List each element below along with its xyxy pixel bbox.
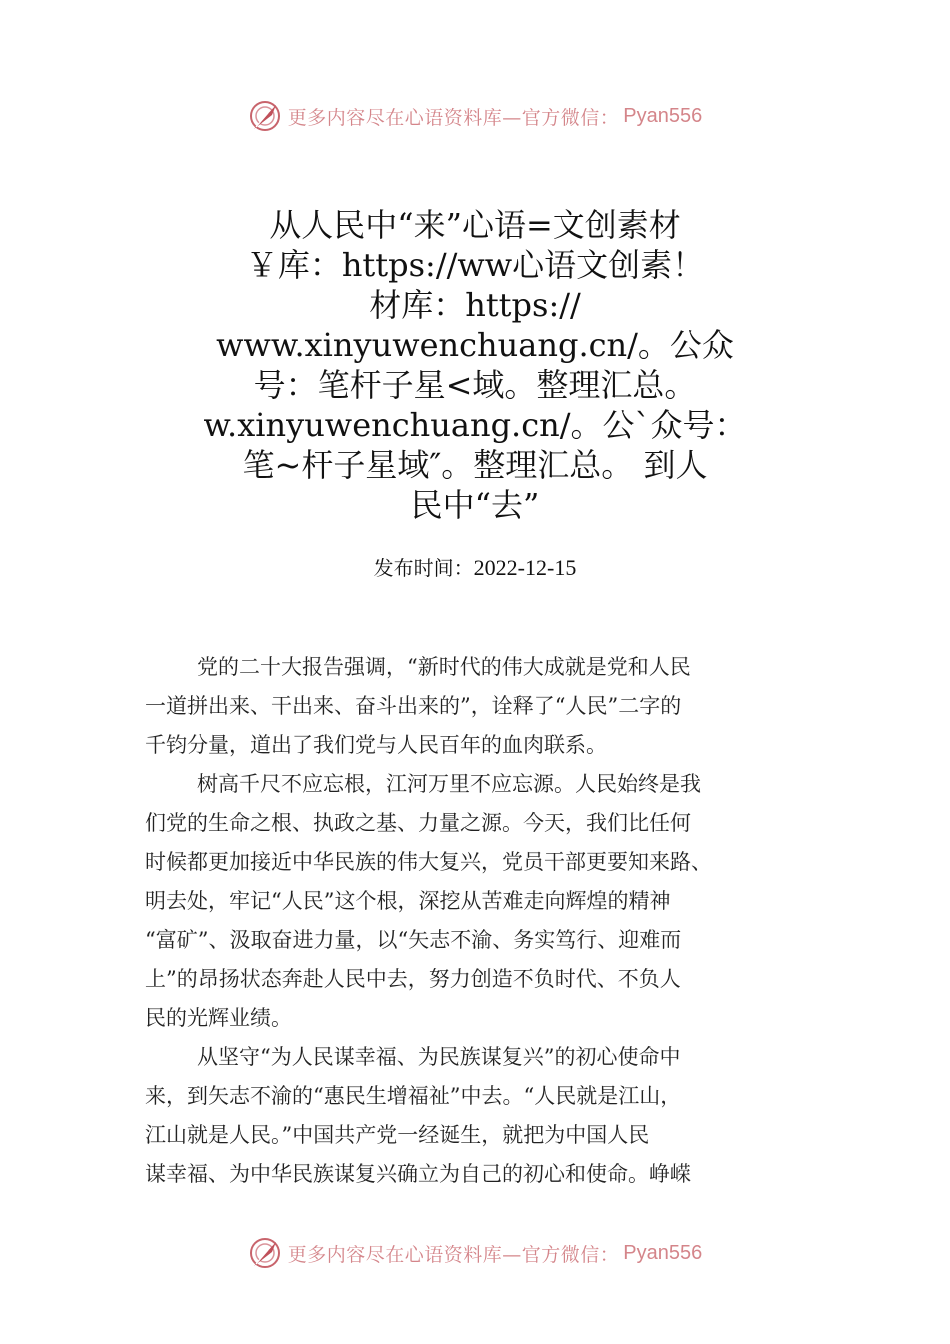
body-line: 树高千尺不应忘根，江河万里不应忘源。人民始终是我 [197, 772, 701, 796]
quill-logo-icon [248, 1236, 282, 1270]
title-line: ￥库：https://ww心语文创素！ [245, 246, 705, 284]
watermark-footer [0, 1233, 950, 1273]
watermark-wechat-id: Pyan556 [623, 104, 703, 127]
publish-date [0, 552, 950, 581]
body-line: 党的二十大报告强调，“新时代的伟大成就是党和人民 [197, 655, 691, 679]
article-body [145, 648, 810, 1194]
watermark-text: 更多内容尽在心语资料库—官方微信： [287, 1243, 620, 1266]
watermark-header [0, 96, 950, 136]
body-line: 从坚守“为人民谋幸福、为民族谋复兴”的初心使命中 [197, 1045, 681, 1069]
title-line: 号：笔杆子星<域。整理汇总。 [253, 366, 697, 404]
body-line: 时候都更加接近中华民族的伟大复兴，党员干部更要知来路、 [145, 850, 712, 874]
watermark-wechat-id: Pyan556 [623, 1241, 703, 1264]
watermark-text: 更多内容尽在心语资料库—官方微信： [287, 106, 620, 129]
title-line: 材库：https:// [369, 286, 581, 324]
body-line: 民的光辉业绩。 [145, 1006, 292, 1030]
title-line: 笔~杆子星域″。整理汇总。 到人 [242, 446, 708, 484]
document-title [150, 205, 800, 525]
quill-logo-icon [248, 99, 282, 133]
body-line: 们党的生命之根、执政之基、力量之源。今天，我们比任何 [145, 811, 691, 835]
body-line: 江山就是人民。”中国共产党一经诞生，就把为中国人民 [145, 1123, 650, 1147]
body-line: “富矿”、汲取奋进力量，以“矢志不渝、务实笃行、迎难而 [145, 928, 682, 952]
body-line: 千钧分量，道出了我们党与人民百年的血肉联系。 [145, 733, 607, 757]
title-line: www.xinyuwenchuang.cn/。公众 [216, 326, 734, 364]
title-line: w.xinyuwenchuang.cn/。公`众号： [203, 406, 747, 444]
body-line: 来，到矢志不渝的“惠民生增福祉”中去。“人民就是江山， [145, 1084, 682, 1108]
title-line: 从人民中“来”心语=文创素材 [269, 206, 681, 244]
publish-date-value: 2022-12-15 [473, 555, 577, 580]
body-line: 谋幸福、为中华民族谋复兴确立为自己的初心和使命。峥嵘 [145, 1162, 691, 1186]
body-line: 明去处，牢记“人民”这个根，深挖从苦难走向辉煌的精神 [145, 889, 671, 913]
body-line: 一道拼出来、干出来、奋斗出来的”，诠释了“人民”二字的 [145, 694, 682, 718]
publish-date-label: 发布时间： [373, 556, 474, 580]
title-line: 民中“去” [410, 486, 540, 524]
body-line: 上”的昂扬状态奔赴人民中去，努力创造不负时代、不负人 [145, 967, 681, 991]
